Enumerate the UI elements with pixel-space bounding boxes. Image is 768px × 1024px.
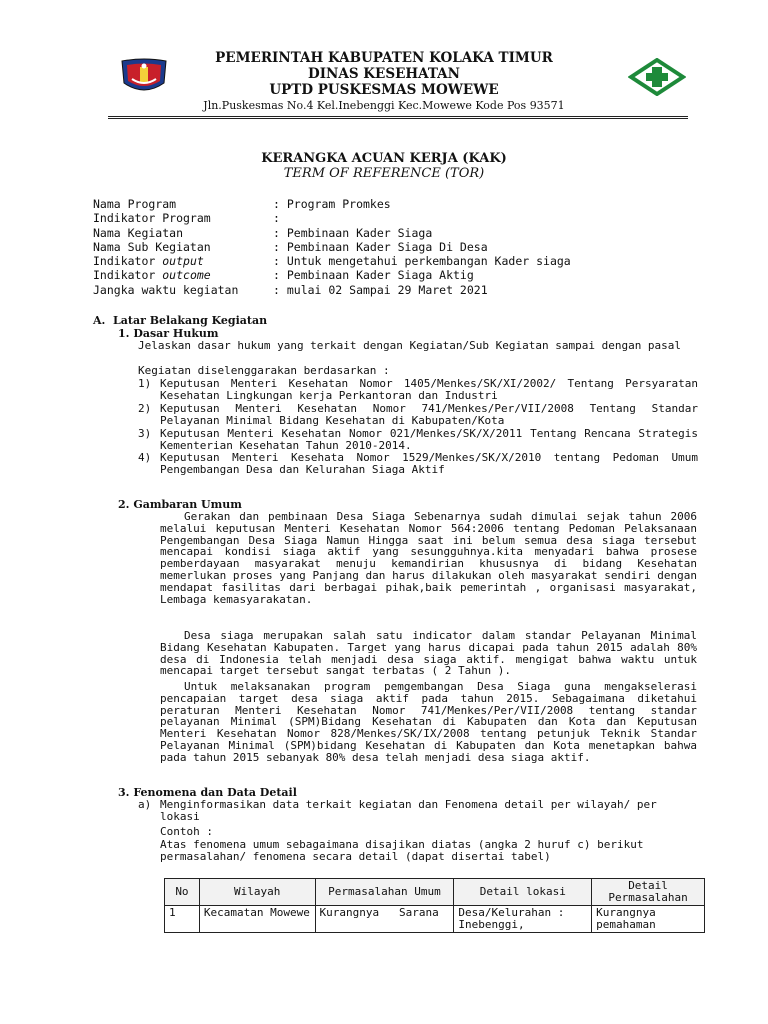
table-cell: 1 [165,906,200,933]
dasar-hukum-heading: 1. Dasar Hukum [118,327,219,340]
fenomena-list [138,799,698,823]
info-value: : Pembinaan Kader Siaga [273,225,433,240]
info-label-plain: Indikator [93,254,163,269]
list-item-number: 2) [138,401,152,415]
header-government-line: PEMERINTAH KABUPATEN KOLAKA TIMUR [215,50,553,66]
list-item-text: Keputusan Menteri Kesehatan Nomor 741/Menkes/Per/VII/2008 Tentang Standar Pelayanan Minimal Bidang Kesehatan di Kabupaten/Kota [160,401,698,427]
info-label: Jangka waktu kegiatan [93,282,239,297]
fenomena-table [164,878,705,933]
info-label: Nama Kegiatan [93,225,184,240]
list-item-text: Menginformasikan data terkait kegiatan dan Fenomena detail per wilayah/ per lokasi [160,798,657,823]
info-value: : Untuk mengetahui perkembangan Kader siaga [273,254,571,269]
table-header-detail-lokasi: Detail lokasi [454,879,592,906]
info-value: : mulai 02 Sampai 29 Maret 2021 [273,282,488,297]
list-item-text: Keputusan Menteri Kesehatan Nomor 021/Menkes/SK/X/2011 Tentang Rencana Strategis Kementerian Kesehatan Tahun 2010-2014. [160,426,698,452]
info-value: : [273,211,280,226]
list-item-number: 3) [138,426,152,440]
table-cell: Desa/Kelurahan : Inebenggi, [454,906,592,933]
info-label: Nama Program [93,197,177,211]
table-header-no: No [165,879,200,906]
info-row [93,268,571,282]
info-label [93,268,273,282]
info-row [93,283,571,297]
info-row [93,197,571,211]
info-label-italic: outcome [162,268,211,283]
list-item-number: 4) [138,451,152,465]
contoh-label: Contoh : [160,825,213,838]
list-item-text: Keputusan Menteri Kesehata Nomor 1529/Menkes/SK/X/2010 tentang Pedoman Umum Pengembangan Desa dan Kelurahan Siaga Aktif [160,451,698,477]
info-row [93,240,571,254]
info-label: Nama Sub Kegiatan [93,239,211,254]
table-cell: Kurangnya pemahaman [592,906,705,933]
gambaran-umum-paragraph-3: Untuk melaksanakan program pemgembangan Desa Siaga guna mengakselerasi pencapaian target desa siaga aktif pada tahun 2015. Sebagaimana diketahui peraturan Menteri Kesehatan Nomor 741/Menkes/Per/VII/2008 tentang standar pelayanan Minimal (SPM)Bidang Kesehatan di Kabupaten dan Kota dan Keputusan Menteri Kesehatan Nomor 828/Menkes/SK/IX/2008 tentang petunjuk Teknik Standar Pelayanan Minimal (SPM)bidang Kesehatan di Kabupaten dan Kota menetapkan bahwa pada tahun 2015 sebanyak 80% desa telah menjadi desa siaga aktif. [160,680,697,764]
gambaran-umum-paragraph-2: Desa siaga merupakan salah satu indicator dalam standar Pelayanan Minimal Bidang Kesehatan Kabupaten. Target yang harus dicapai pada tahun 2015 adalah 80% desa di Indonesia telah menjadi desa siaga aktif. mengigat bahwa waktu untuk mencapai target tersebut sangat terbatas ( 2 Tahun ). [160,629,697,678]
header-department-line: DINAS KESEHATAN [308,66,460,82]
header-address: Jln.Puskesmas No.4 Kel.Inebenggi Kec.Mowewe Kode Pos 93571 [203,99,565,112]
info-label-plain: Indikator [93,268,163,283]
info-value: : Pembinaan Kader Siaga Aktig [273,268,474,283]
table-header-permasalahan-umum: Permasalahan Umum [315,879,454,906]
dasar-hukum-intro-2: Kegiatan diselenggarakan berdasarkan : [138,364,390,377]
program-info-block [93,197,571,297]
header-divider-2 [108,118,688,119]
info-value: : Pembinaan Kader Siaga Di Desa [273,239,488,254]
table-cell: Kurangnya Sarana [315,906,454,933]
header-unit-line: UPTD PUSKESMAS MOWEWE [269,82,499,98]
list-item-number: a) [138,798,152,811]
gambaran-umum-heading: 2. Gambaran Umum [118,498,242,511]
header-divider [108,116,688,117]
list-item [138,799,698,823]
document-subtitle: TERM OF REFERENCE (TOR) [283,166,485,181]
info-label [93,254,273,268]
list-item-text: Keputusan Menteri Kesehatan Nomor 1405/Menkes/SK/XI/2002/ Tentang Persyaratan Kesehatan Lingkungan kerja Perkantoran dan Industri [160,377,698,402]
dasar-hukum-list [138,378,698,476]
info-row [93,254,571,268]
table-cell: Kecamatan Mowewe [199,906,315,933]
info-value: : Program Promkes [273,197,391,211]
info-label: Indikator Program [93,211,211,226]
list-item [138,378,698,402]
section-a-heading: A. Latar Belakang Kegiatan [93,314,268,327]
list-item-number: 1) [138,377,152,390]
table-header-wilayah: Wilayah [199,879,315,906]
table-row [165,906,705,933]
info-row [93,211,571,225]
contoh-text: Atas fenomena umum sebagaimana disajikan diatas (angka 2 huruf c) berikut permasalahan/ fenomena secara detail (dapat disertai tabel) [160,838,644,863]
info-row [93,226,571,240]
dasar-hukum-intro: Jelaskan dasar hukum yang terkait dengan Kegiatan/Sub Kegiatan sampai dengan pasal [138,339,682,352]
table-header-row [165,879,705,906]
list-item [138,452,698,476]
table-header-detail-permasalahan: Detail Permasalahan [592,879,705,906]
list-item [138,428,698,452]
gambaran-umum-paragraph-1: Gerakan dan pembinaan Desa Siaga Sebenarnya sudah dimulai sejak tahun 2006 melalui keputusan Menteri Kesehatan Nomor 564:2006 tentang Pedoman Pelaksanaan Pengembangan Desa Siaga Namun Hingga saat ini belum semua desa siaga tersebut mencapai kondisi siaga aktif yang sesungguhnya.kita menyadari bahwa prosese pemberdayaan masyarakat menuju kemandirian khususnya di bidang Kesehatan memerlukan proses yang Panjang dan harus dilakukan oleh masyarakat sendiri dengan mendapat fasilitas dari berbagai pihak,baik pemerintah , organisasi masyarakat, Lembaga kemasyarakatan. [160,510,697,606]
fenomena-heading: 3. Fenomena dan Data Detail [118,786,297,799]
document-title: KERANGKA ACUAN KERJA (KAK) [261,151,507,166]
list-item [138,403,698,427]
info-label-italic: output [162,254,204,269]
